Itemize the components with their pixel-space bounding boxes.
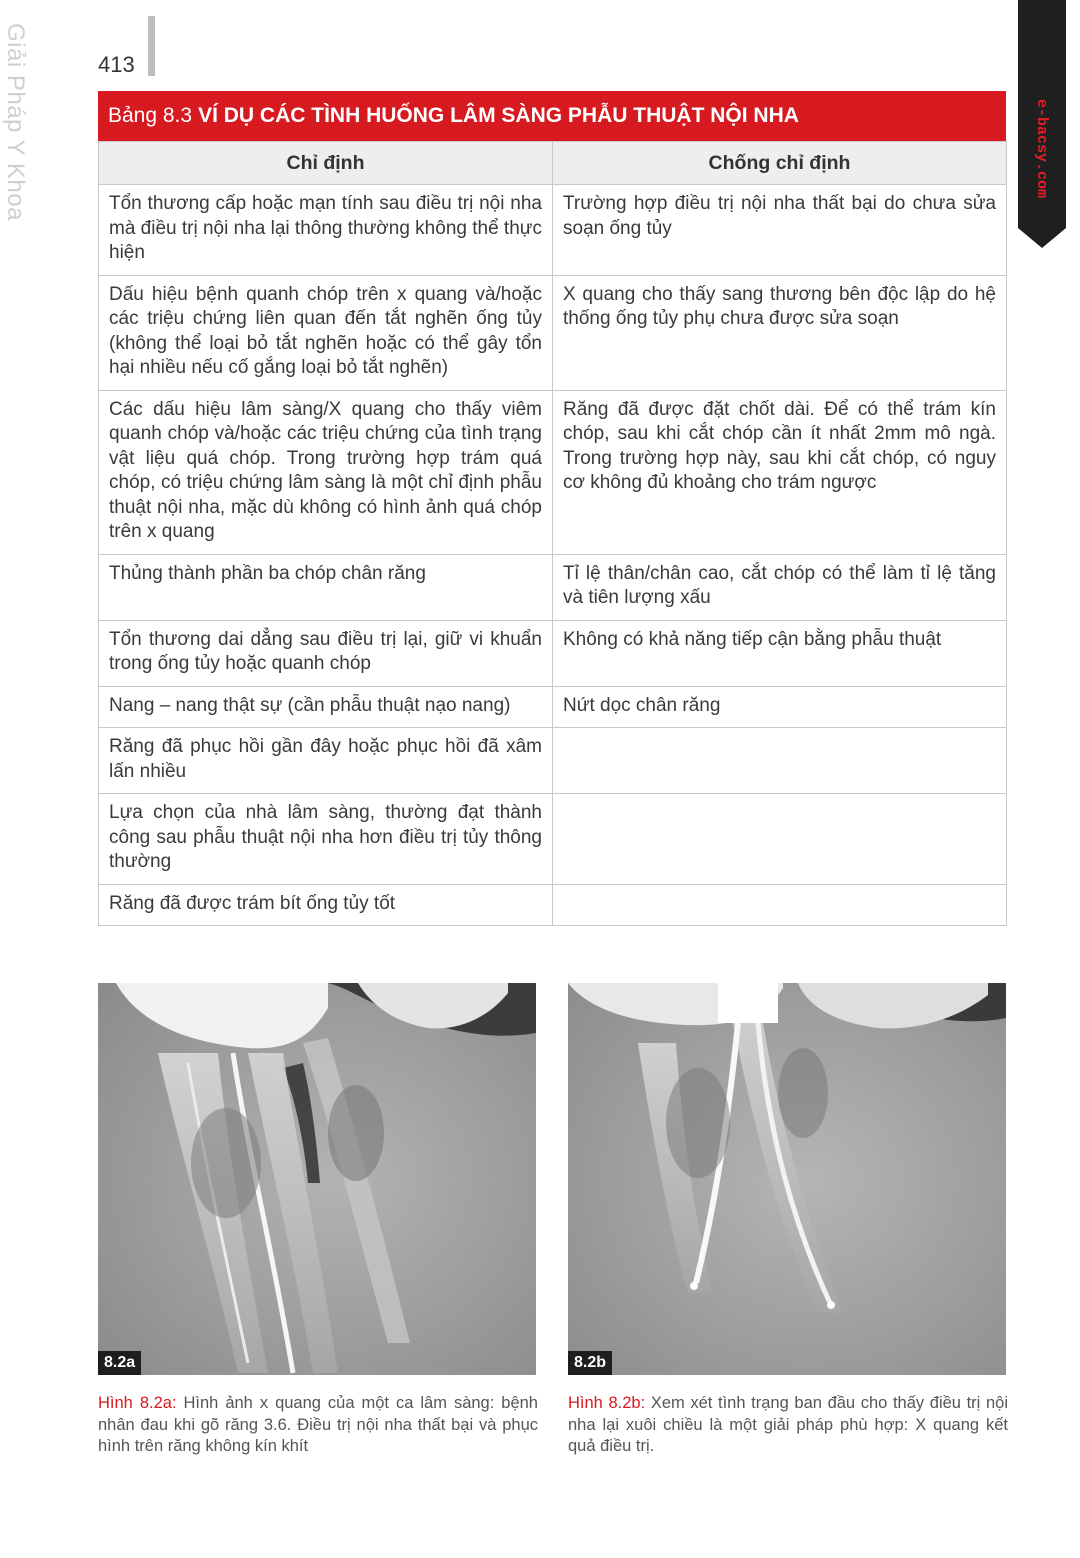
running-book-title: Giải Pháp Y Khoa — [2, 23, 29, 221]
contraindication-cell: X quang cho thấy sang thương bên độc lập do hệ thống ống tủy phụ chưa được sửa soạn — [553, 275, 1007, 390]
caption-label: Hình 8.2a: — [98, 1394, 177, 1412]
indication-cell: Tổn thương dai dẳng sau điều trị lại, giữ vi khuẩn trong ống tủy hoặc quanh chóp — [99, 620, 553, 686]
table-row — [99, 686, 1007, 728]
column-header-contraindications: Chống chỉ định — [553, 142, 1007, 185]
contraindication-cell — [553, 794, 1007, 885]
table-row — [99, 390, 1007, 554]
table-row — [99, 554, 1007, 620]
page-number: 413 — [98, 52, 135, 77]
contraindication-cell: Răng đã được đặt chốt dài. Để có thể trám kín chóp, sau khi cắt chóp cần ít nhất 2mm mô ngà. Trong trường hợp này, sau khi cắt chóp, có nguy cơ không đủ khoảng cho trám ngược — [553, 390, 1007, 554]
column-header-indications: Chỉ định — [99, 142, 553, 185]
caption-label: Hình 8.2b: — [568, 1394, 646, 1412]
xray-figure-8-2a — [98, 983, 536, 1375]
brand-logo — [1018, 78, 1066, 218]
figure-tag: 8.2a — [98, 1351, 141, 1375]
table-caption-bar — [98, 91, 1006, 141]
indication-cell: Dấu hiệu bệnh quanh chóp trên x quang và/hoặc các triệu chứng liên quan đến tắt nghẽn ống tủy (không thể loại bỏ tắt nghẽn hoặc có thể gây tổn hại nhiều nếu cố gắng loại bỏ tắt nghẽn) — [99, 275, 553, 390]
figure-tag: 8.2b — [568, 1351, 612, 1375]
contraindication-cell — [553, 884, 1007, 926]
figure-caption-8-2a — [98, 1393, 538, 1458]
indication-cell: Thủng thành phần ba chóp chân răng — [99, 554, 553, 620]
indication-cell: Lựa chọn của nhà lâm sàng, thường đạt thành công sau phẫu thuật nội nha hơn điều trị tủy thông thường — [99, 794, 553, 885]
xray-figure-8-2b — [568, 983, 1006, 1375]
indication-cell: Nang – nang thật sự (cần phẫu thuật nạo nang) — [99, 686, 553, 728]
indication-cell: Răng đã được trám bít ống tủy tốt — [99, 884, 553, 926]
caption-text: Hình ảnh x quang của một ca lâm sàng: bệnh nhân đau khi gõ răng 3.6. Điều trị nội nha thất bại và phục hình trên răng không kín khít — [98, 1394, 538, 1455]
indication-cell: Răng đã phục hồi gần đây hoặc phục hồi đã xâm lấn nhiều — [99, 728, 553, 794]
page-number-bar — [148, 16, 155, 76]
contraindication-cell: Trường hợp điều trị nội nha thất bại do chưa sửa soạn ống tủy — [553, 185, 1007, 276]
table-title: VÍ DỤ CÁC TÌNH HUỐNG LÂM SÀNG PHẪU THUẬT NỘI NHA — [198, 104, 799, 127]
table-header-row — [99, 142, 1007, 185]
xray-image-8-2a — [98, 983, 536, 1375]
brand-logo-text: e-bacsy.com — [1033, 98, 1051, 198]
figure-caption-8-2b — [568, 1393, 1008, 1458]
contraindication-cell: Nứt dọc chân răng — [553, 686, 1007, 728]
table-row — [99, 620, 1007, 686]
table-row — [99, 185, 1007, 276]
table-row — [99, 794, 1007, 885]
contraindication-cell — [553, 728, 1007, 794]
contraindication-cell: Không có khả năng tiếp cận bằng phẫu thuật — [553, 620, 1007, 686]
indication-cell: Tổn thương cấp hoặc mạn tính sau điều trị nội nha mà điều trị nội nha lại thông thường không thể thực hiện — [99, 185, 553, 276]
contraindication-cell: Tỉ lệ thân/chân cao, cắt chóp có thể làm tỉ lệ tăng và tiên lượng xấu — [553, 554, 1007, 620]
indication-cell: Các dấu hiệu lâm sàng/X quang cho thấy viêm quanh chóp và/hoặc các triệu chứng của tình trạng vật liệu quá chóp. Trong trường hợp trám quá chóp, có triệu chứng lâm sàng là một chỉ định phẫu thuật nội nha, mặc dù không có hình ảnh quá chóp trên x quang — [99, 390, 553, 554]
caption-text: Xem xét tình trạng ban đầu cho thấy điều trị nội nha lại xuôi chiều là một giải pháp phù hợp: X quang kết quả điều trị. — [568, 1394, 1008, 1455]
table-row — [99, 884, 1007, 926]
indications-table — [98, 141, 1007, 926]
table-label: Bảng 8.3 — [108, 104, 193, 127]
table-row — [99, 275, 1007, 390]
xray-image-8-2b — [568, 983, 1006, 1375]
table-row — [99, 728, 1007, 794]
